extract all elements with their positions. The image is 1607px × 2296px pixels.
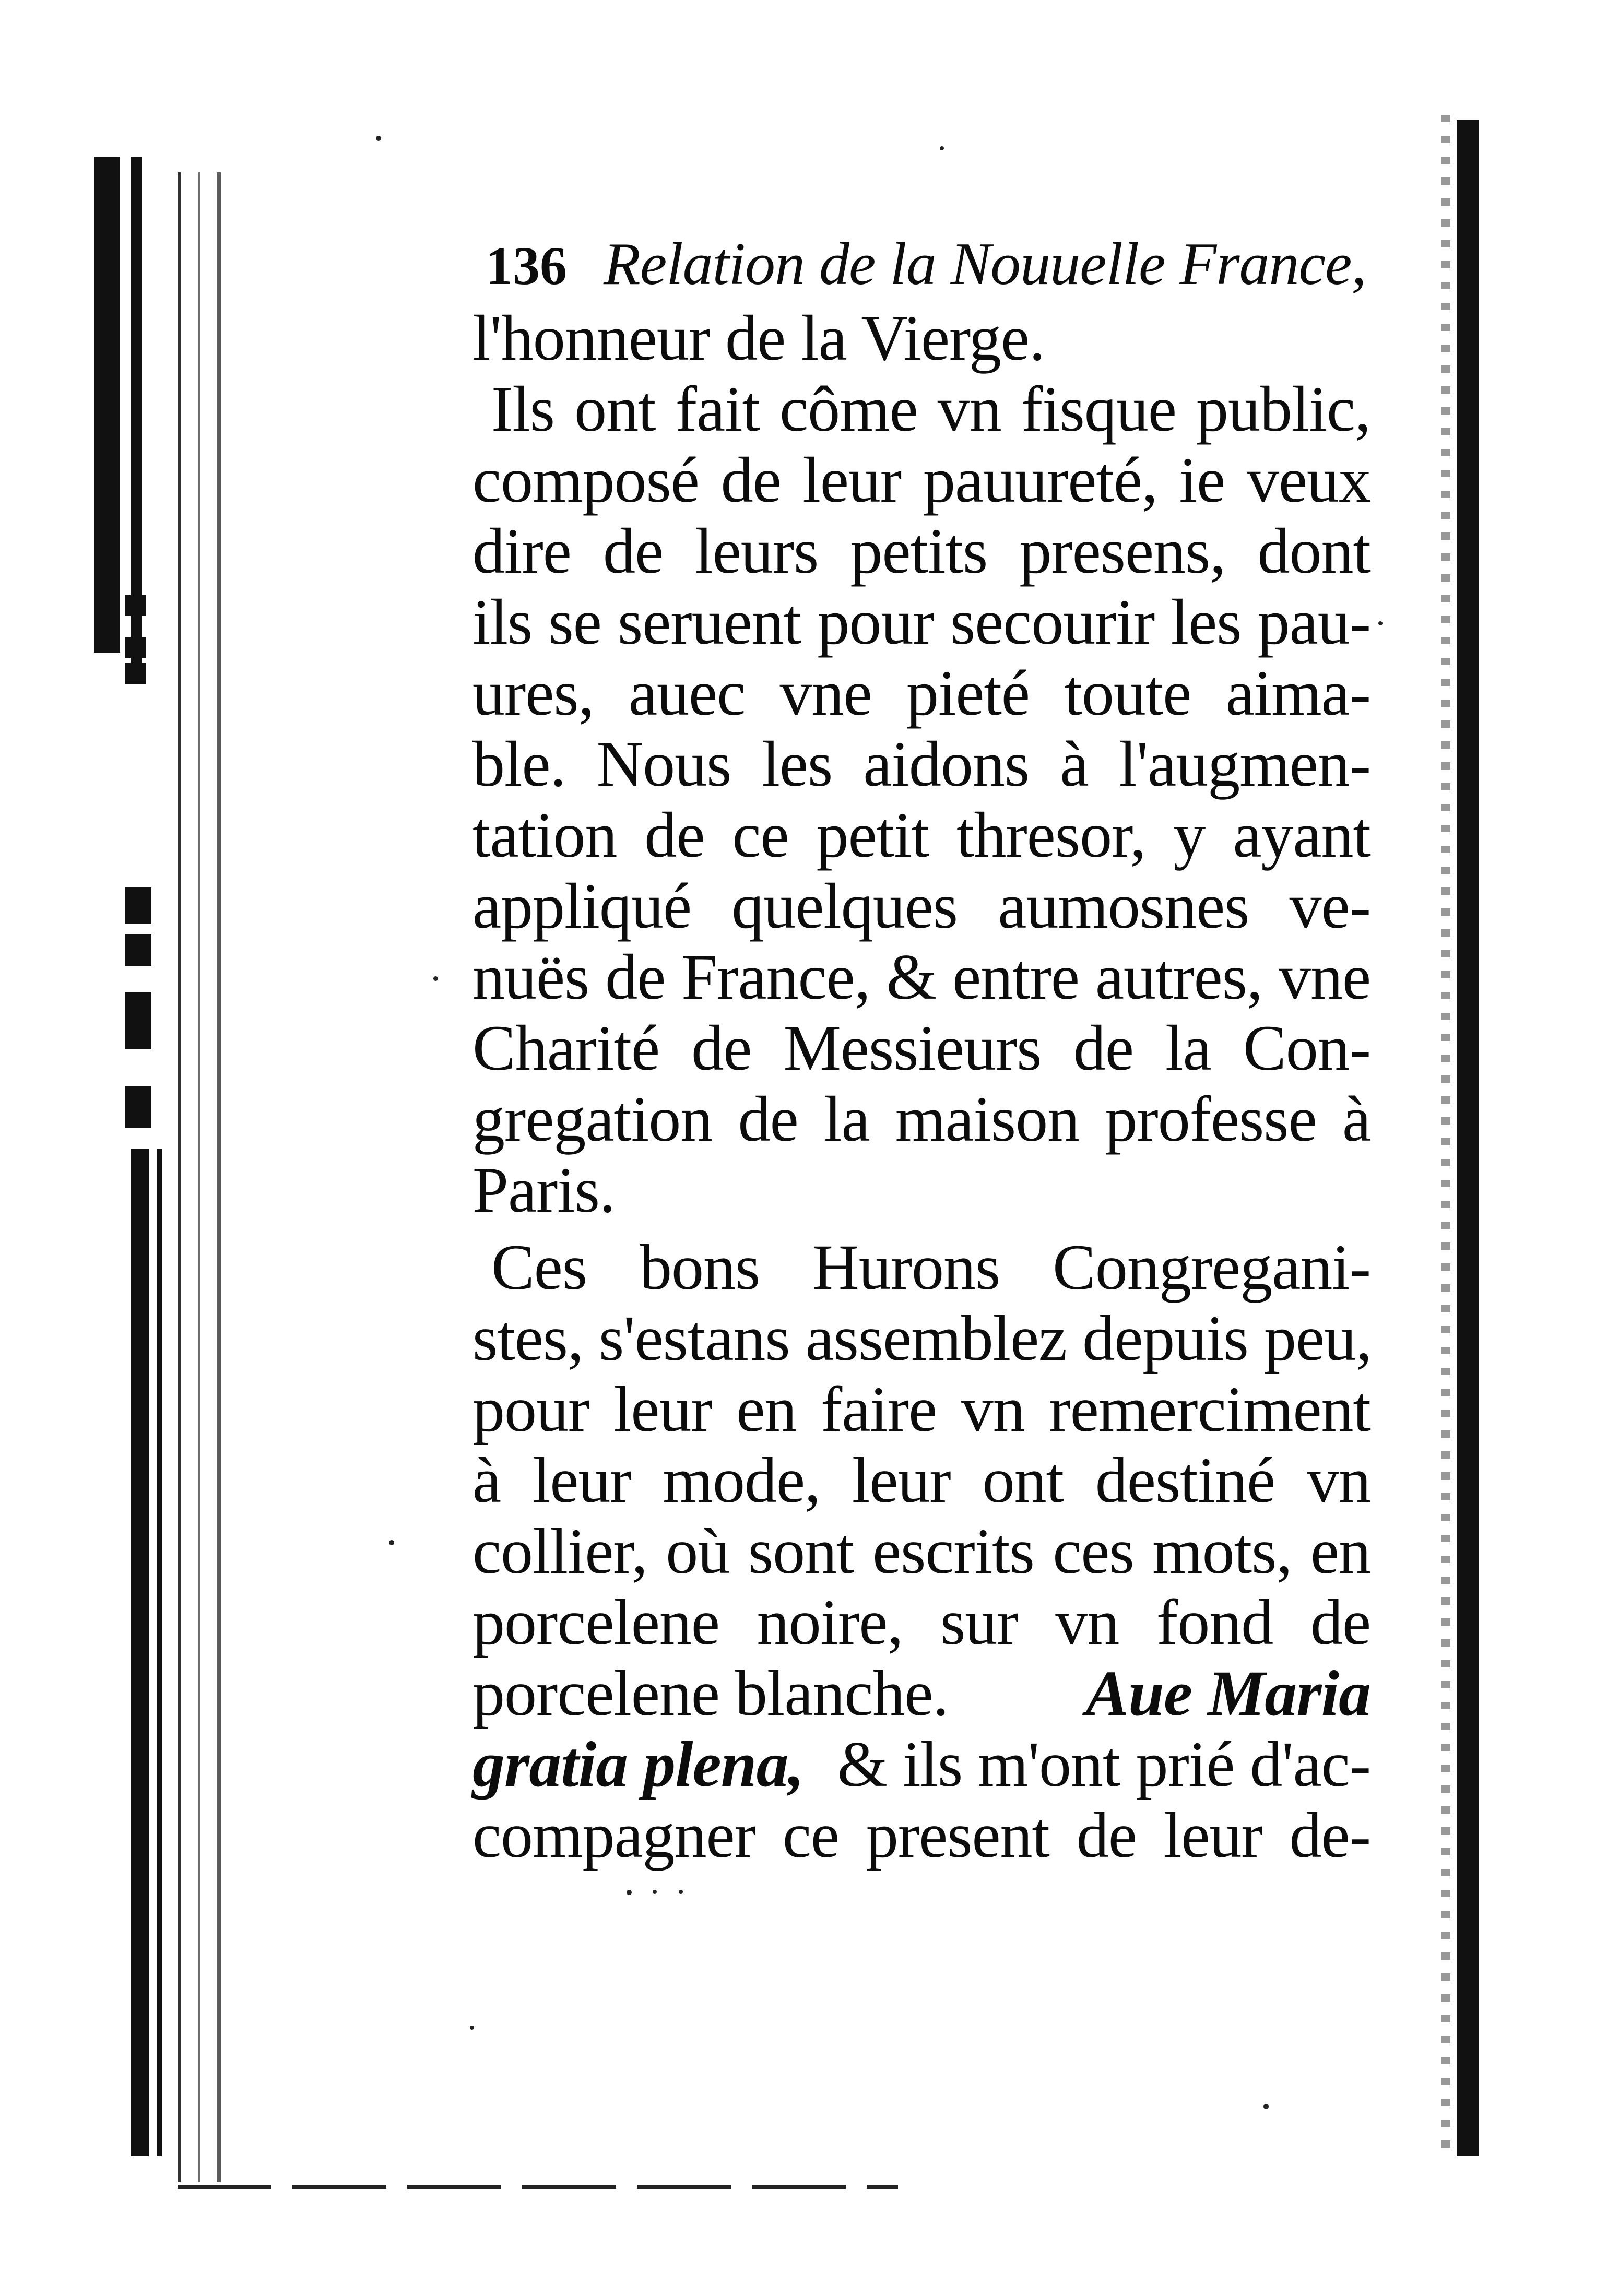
- text-line: Paris.: [472, 1154, 615, 1226]
- scan-speck: [940, 146, 944, 150]
- gutter-mark: [125, 992, 151, 1049]
- running-head: [486, 230, 1366, 308]
- scan-speck: [653, 1890, 657, 1894]
- scan-speck: [470, 2026, 474, 2030]
- text-segment: & ils m'ont prié d'ac-: [837, 1729, 1370, 1800]
- gutter-mark: [125, 663, 146, 684]
- text-line: tation de ce petit thresor, y ayant: [472, 799, 1370, 871]
- italic-phrase: gratia plena,: [472, 1729, 804, 1800]
- gutter-line: [217, 172, 221, 2182]
- text-line: Ils ont fait côme vn fisque public,: [491, 373, 1370, 445]
- scan-speck: [1378, 621, 1383, 625]
- text-line: appliqué quelques aumosnes ve-: [472, 870, 1370, 942]
- bottom-scan-line: [178, 2185, 898, 2189]
- gutter-bar: [157, 1149, 162, 2156]
- text-line: nuës de France, & entre autres, vne: [472, 941, 1370, 1013]
- text-line: dire de leurs petits presens, dont: [472, 515, 1370, 587]
- text-line: l'honneur de la Vierge.: [472, 302, 1045, 374]
- text-line: pour leur en faire vn remerciment: [472, 1374, 1370, 1445]
- gutter-line: [178, 172, 181, 2182]
- scan-speck: [627, 1890, 632, 1895]
- text-line: à leur mode, leur ont destiné vn: [472, 1445, 1370, 1516]
- text-line: Ces bons Hurons Congregani-: [491, 1232, 1370, 1303]
- italic-phrase: Aue Maria: [1085, 1658, 1370, 1729]
- text-line: ils se seruent pour secourir les pau-: [472, 586, 1370, 658]
- text-line: [472, 1729, 1370, 1800]
- gutter-line: [198, 172, 200, 2182]
- text-line: compagner ce present de leur de-: [472, 1800, 1370, 1871]
- scan-speck: [376, 136, 381, 141]
- scan-speck: [679, 1890, 683, 1894]
- page-edge: [1457, 120, 1479, 2156]
- gutter-mark: [125, 887, 151, 924]
- text-line: Charité de Messieurs de la Con-: [472, 1012, 1370, 1084]
- scan-speck: [433, 976, 438, 981]
- page-number: 136: [486, 236, 567, 296]
- text-line: [472, 1658, 1370, 1729]
- text-line: collier, où sont escrits ces mots, en: [472, 1516, 1370, 1587]
- page-edge-shadow: [1441, 115, 1450, 2151]
- text-line: gregation de la maison professe à: [472, 1083, 1370, 1155]
- running-title: Relation de la Nouuelle France,: [604, 231, 1366, 298]
- gutter-bar: [131, 1149, 149, 2156]
- text-line: porcelene noire, sur vn fond de: [472, 1587, 1370, 1658]
- text-segment: porcelene blanche.: [472, 1658, 949, 1729]
- gutter-mark: [125, 934, 151, 966]
- gutter-mark: [125, 1086, 151, 1128]
- text-line: ble. Nous les aidons à l'augmen-: [472, 728, 1370, 800]
- gutter-mark: [94, 386, 120, 407]
- gutter-mark: [125, 595, 146, 616]
- gutter-mark: [94, 433, 120, 452]
- body-text: [472, 303, 1370, 1871]
- scan-speck: [1263, 2104, 1269, 2109]
- text-line: stes, s'estans assemblez depuis peu,: [472, 1303, 1372, 1374]
- scan-speck: [389, 1540, 394, 1545]
- gutter-mark: [125, 637, 146, 658]
- text-line: composé de leur pauureté, ie veux: [472, 444, 1370, 516]
- text-line: ures, auec vne pieté toute aima-: [472, 657, 1370, 729]
